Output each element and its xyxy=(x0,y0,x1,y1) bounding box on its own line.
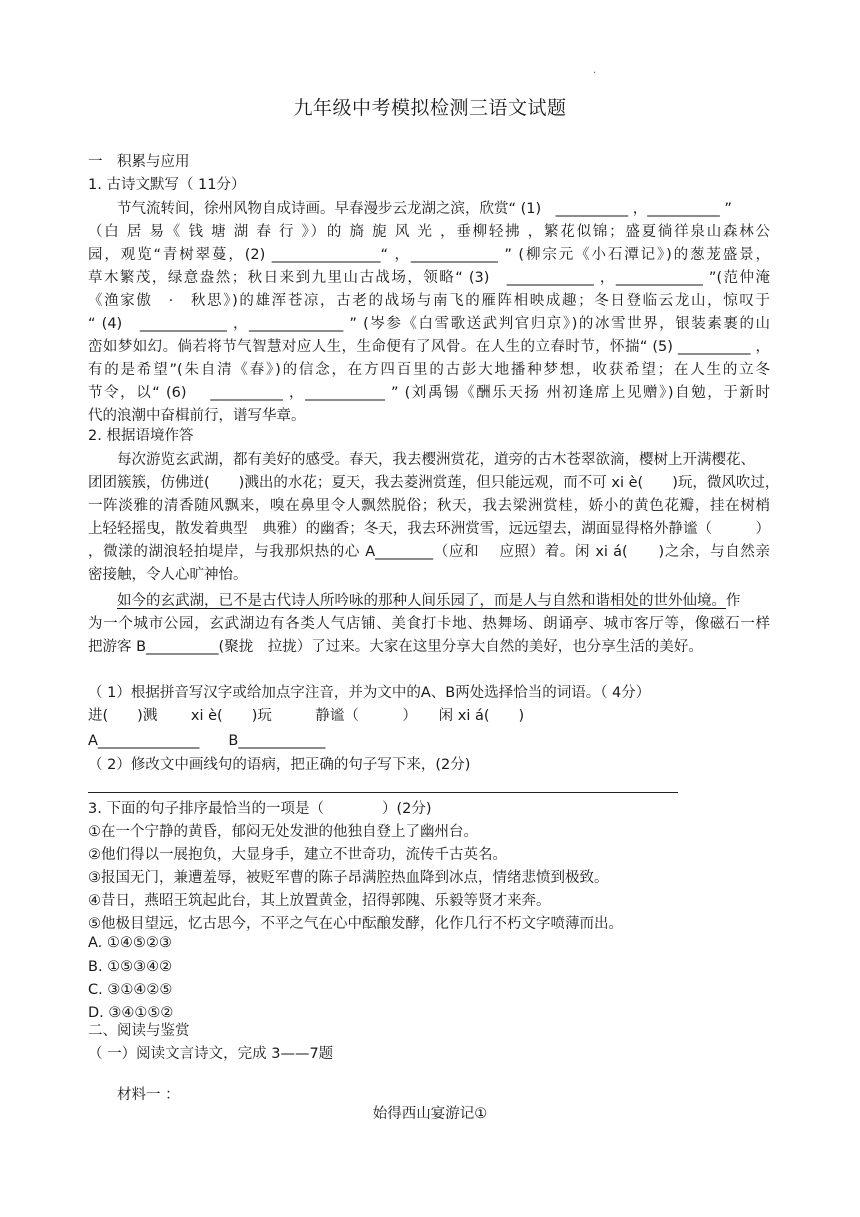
q2-sub2: （ 2）修改文中画线句的语病，把正确的句子写下来，(2分) xyxy=(88,757,471,773)
q2-sub1-ab-blanks: A______________ B____________ xyxy=(88,733,326,749)
q2-para1-line: 每次游览玄武湖，都有美好的感受。春天，我去樱洲赏花，道旁的古木苍翠欲滴，樱树上开满樱花、 xyxy=(117,452,755,468)
q2-heading: 2. 根据语境作答 xyxy=(88,428,194,444)
underlined-sentence: 如今的玄武湖，已不是古代诗人所吟咏的那种人间乐园了，而是人与自然和谐相处的世外仙境。 xyxy=(117,593,726,609)
q3-sentence: ③报国无门，兼遭羞辱，被贬军曹的陈子昂满腔热血降到冰点，情绪悲愤到极致。 xyxy=(88,870,609,886)
page-title: 九年级中考模拟检测三语文试题 xyxy=(293,97,567,119)
q2-sub1-blanks: 进( )溅 xi è( )玩 静谧（ ） 闲 xi á( ) xyxy=(88,708,525,724)
q1-heading: 1. 古诗文默写（ 11分） xyxy=(88,177,246,193)
q3-sentence: ②他们得以一展抱负，大显身手，建立不世奇功，流传千古英名。 xyxy=(88,847,507,863)
material1-label: 材料一 ： xyxy=(117,1087,180,1103)
q2-para1-line: 团团簇簇，仿佛迸( )溅出的水花；夏天，我去菱洲赏莲，但只能远观，而不可 xi è( )玩，微风吹过， xyxy=(88,475,780,491)
q1-line: 节气流转间，徐州风物自成诗画。早春漫步云龙湖之滨，欣赏“ (1) __________ ，__________ ” xyxy=(117,201,732,217)
q3-option-c: C. ③①④②⑤ xyxy=(88,982,173,998)
material1-title: 始得西山宴游记① xyxy=(372,1106,488,1122)
q3-heading: 3. 下面的句子排序最恰当的一项是（ ）(2分) xyxy=(88,801,432,817)
q1-line: 草木繁茂，绿意盎然；秋日来到九里山古战场，领略“ (3) ____________ ，____________ ”(范仲淹 xyxy=(88,270,770,286)
section1-heading: 一 积累与应用 xyxy=(88,154,190,170)
reading1-heading: （ 一）阅读文言诗文，完成 3——7题 xyxy=(88,1046,334,1062)
q2-para2-line: 把游客 B__________(聚拢 拉拢）了过来。大家在这里分享大自然的美好，也分享生活的美好。 xyxy=(88,639,703,655)
q2-para1-line: 密接触，令人心旷神怡。 xyxy=(88,567,248,583)
q1-line: 代的浪潮中奋楫前行，谱写华章。 xyxy=(88,408,306,424)
q2-sub1: （ 1）根据拼音写汉字或给加点字注音，并为文中的A、B两处选择恰当的词语。（ 4分） xyxy=(88,685,651,701)
q1-line: “ (4) ____________ ，_____________ ” (岑参《白雪歌送武判官归京》)的冰雪世界，银装素裹的山 xyxy=(88,316,770,332)
q1-line: 节令，以“ (6) __________ ，___________ ” (刘禹锡《酬乐天扬 州初逢席上见赠》)自勉，于新时 xyxy=(88,385,770,401)
q2-para2-line: 为一个城市公园，玄武湖边有各类人气店铺、美食打卡地、热舞场、朗诵亭、城市客厅等，像磁石一样 xyxy=(88,616,770,632)
q2-para1-line: 上轻轻摇曳，散发着典型 典雅）的幽香；冬天，我去环洲赏雪，远远望去，湖面显得格外静谧（ ） xyxy=(88,521,770,537)
q1-line: 有的是希望”(朱自清《春》)的信念，在方四百里的古彭大地播种梦想，收获希望；在人生的立冬 xyxy=(88,362,770,378)
q2-para2-tail: 作 xyxy=(726,593,741,609)
q1-line: 《渔家傲 · 秋思》)的雄浑苍凉，古老的战场与南飞的雁阵相映成趣；冬日登临云龙山，惊叹于 xyxy=(88,293,770,309)
q1-line: 园，观览“青树翠蔓，(2) _______________“ ，____________ ” (柳宗元《小石潭记》)的葱茏盛景， xyxy=(88,247,770,263)
q2-para2-first-line xyxy=(117,591,741,611)
section2-heading: 二、阅读与鉴赏 xyxy=(88,1023,190,1039)
q2-para1-line: ，微漾的湖浪轻拍堤岸，与我那炽热的心 A________（应和 应照）着。闲 xi á( )之余，与自然亲 xyxy=(88,544,770,560)
q1-line: （白 居 易《 钱 塘 湖 春 行 》）的 旖 旎 风 光 ，垂柳轻拂 ，繁花似锦；盛夏徜徉泉山森林公 xyxy=(88,224,770,240)
q3-sentence: ①在一个宁静的黄昏，郁闷无处发泄的他独自登上了幽州台。 xyxy=(88,824,478,840)
q3-option-a: A. ①④⑤②③ xyxy=(88,935,172,951)
q1-line: 峦如梦如幻。倘若将节气智慧对应人生，生命便有了风骨。在人生的立春时节，怀揣“ (5) __________ ， xyxy=(88,339,770,355)
q3-option-b: B. ①⑤③④② xyxy=(88,959,173,975)
corner-mark: · xyxy=(593,68,597,79)
q2-para1-line: 一阵淡雅的清香随风飘来，嗅在鼻里令人飘然脱俗；秋天，我去梁洲赏桂，娇小的黄色花瓣，挂在树梢 xyxy=(88,498,770,514)
answer-line xyxy=(88,792,678,793)
q3-option-d: D. ③④①⑤② xyxy=(88,1005,174,1021)
q3-sentence: ④昔日，燕昭王筑起此台，其上放置黄金，招得郭隗、乐毅等贤才来奔。 xyxy=(88,893,551,909)
q3-sentence: ⑤他极目望远，忆古思今，不平之气在心中酝酿发酵，化作几行不朽文字喷薄而出。 xyxy=(88,916,623,932)
